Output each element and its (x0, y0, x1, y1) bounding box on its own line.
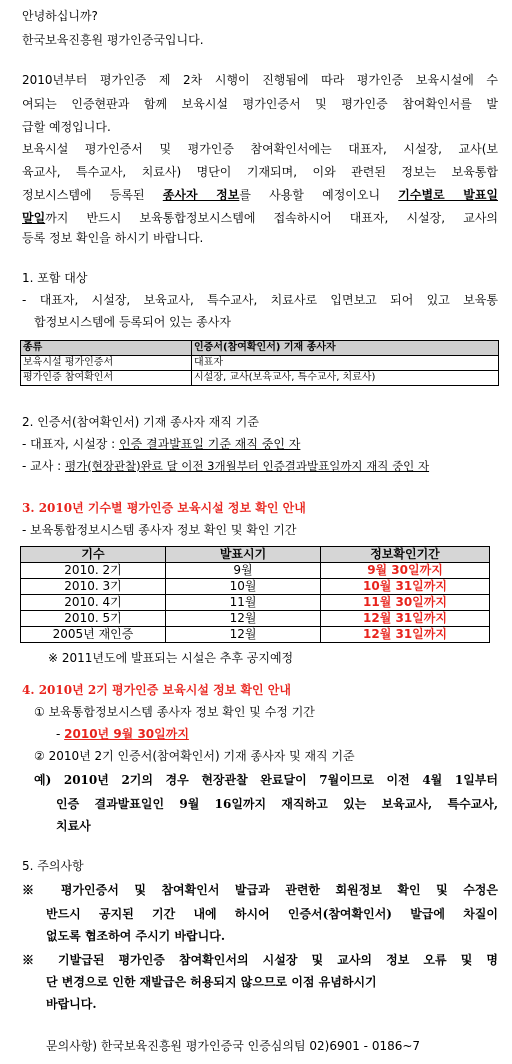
caution-text: ※ 평가인증서 및 참여확인서 발급과 관련한 회원정보 확인 및 수정은 (22, 883, 498, 897)
table-row (21, 356, 499, 371)
section-title: 3. 2010년 기수별 평가인증 보육시설 정보 확인 안내 (22, 501, 306, 515)
table-cell: 12월 (166, 627, 321, 643)
intro-paragraph-line: 급할 예정입니다. (22, 120, 111, 134)
caution-text: 없도록 협조하여 주시기 바랍니다. (46, 929, 226, 943)
target-table (20, 340, 499, 386)
table-cell: 평가인증 참여확인서 (21, 371, 192, 386)
criteria-label: - 대표자, 시설장 : (22, 437, 119, 451)
table-cell: 12월 31일까지 (321, 627, 490, 643)
table-cell: 10월 (166, 579, 321, 595)
example-text: 예) 2010년 2기의 경우 현장관찰 완료달이 7월이므로 이전 4월 1일부터 (34, 773, 498, 787)
table-cell: 12월 31일까지 (321, 611, 490, 627)
table-cell: 시설장, 교사(보육교사, 특수교사, 치료사) (192, 371, 499, 386)
table-cell: 2010. 5기 (21, 611, 166, 627)
section-title: 4. 2010년 2기 평가인증 보육시설 정보 확인 안내 (22, 683, 291, 697)
example-text: 치료사 (56, 819, 91, 833)
intro-paragraph-line: 보육시설 평가인증서 및 평가인증 참여확인서에는 대표자, 시설장, 교사(보 (22, 142, 498, 156)
section-title: 1. 포함 대상 (22, 271, 88, 285)
table-header: 종류 (21, 341, 192, 356)
section-text (22, 458, 429, 474)
table-row (21, 627, 490, 643)
table-cell: 10월 31일까지 (321, 579, 490, 595)
table-cell: 2010. 4기 (21, 595, 166, 611)
table-header: 기수 (21, 547, 166, 563)
caution-text: 반드시 공지된 기간 내에 하시어 인증서(참여확인서) 발급에 차질이 (46, 907, 498, 921)
intro-paragraph-line: 2010년부터 평가인증 제 2차 시행이 진행됨에 따라 평가인증 보육시설에 수 (22, 73, 498, 87)
deadline-emphasis: 기수별로 발표일 (398, 188, 499, 202)
intro-paragraph-line: 여되는 인증현판과 함께 보육시설 평가인증서 및 평가인증 참여확인서를 발 (22, 97, 498, 111)
intro-text: 정보시스템에 등록된 (22, 188, 163, 202)
section-text: - 보육통합정보시스템 종사자 정보 확인 및 확인 기간 (22, 523, 297, 537)
criteria-label: - 교사 : (22, 459, 66, 473)
schedule-table (20, 546, 490, 643)
intro-paragraph-line: 등록 정보 확인을 하시기 바랍니다. (22, 231, 204, 245)
section-title: 2. 인증서(참여확인서) 기재 종사자 재직 기준 (22, 415, 259, 429)
table-header-row (21, 341, 499, 356)
table-cell: 11월 (166, 595, 321, 611)
table-header: 정보확인기간 (321, 547, 490, 563)
section-item: ① 보육통합정보시스템 종사자 정보 확인 및 수정 기간 (34, 705, 315, 719)
example-text: 인증 결과발표일인 9월 16일까지 재직하고 있는 보육교사, 특수교사, (56, 797, 498, 811)
dash: - (56, 727, 65, 741)
intro-paragraph-line (22, 187, 498, 203)
table-header: 인증서(참여확인서) 기재 종사자 (192, 341, 499, 356)
criteria-value: 인증 결과발표일 기준 재직 중인 자 (119, 437, 301, 451)
table-cell: 보육시설 평가인증서 (21, 356, 192, 371)
section-text (22, 436, 300, 452)
table-row (21, 579, 490, 595)
table-cell: 2005년 재인증 (21, 627, 166, 643)
table-cell: 12월 (166, 611, 321, 627)
section-text: 합정보시스템에 등록되어 있는 종사자 (34, 315, 231, 329)
table-cell: 2010. 3기 (21, 579, 166, 595)
greeting-org-line: 한국보육진흥원 평가인증국입니다. (22, 33, 204, 47)
table-cell: 2010. 2기 (21, 563, 166, 579)
table-cell: 11월 30일까지 (321, 595, 490, 611)
caution-text: ※ 기발급된 평가인증 참여확인서의 시설장 및 교사의 정보 오류 및 명 (22, 953, 498, 967)
table-cell: 9월 30일까지 (321, 563, 490, 579)
criteria-value: 평가(현장관찰)완료 달 이전 3개월부터 인증결과발표일까지 재직 중인 자 (65, 459, 430, 473)
schedule-note: ※ 2011년도에 발표되는 시설은 추후 공지예정 (48, 651, 294, 665)
caution-text: 바랍니다. (46, 997, 97, 1011)
table-row (21, 371, 499, 386)
table-row (21, 563, 490, 579)
deadline-emphasis: 말일 (22, 211, 46, 225)
table-header-row (21, 547, 490, 563)
intro-text: 를 사용할 예정이오니 (239, 188, 399, 202)
table-row (21, 611, 490, 627)
greeting-line: 안녕하십니까? (22, 9, 98, 23)
section-text: - 대표자, 시설장, 보육교사, 특수교사, 치료사로 입면보고 되어 있고 보육통 (22, 293, 498, 307)
intro-paragraph-line (22, 210, 498, 226)
section-item: ② 2010년 2기 인증서(참여확인서) 기재 종사자 및 재직 기준 (34, 749, 355, 763)
table-cell: 대표자 (192, 356, 499, 371)
staff-info-emphasis: 종사자 정보 (162, 188, 240, 202)
section-title: 5. 주의사항 (22, 859, 84, 873)
contact-info: 문의사항) 한국보육진흥원 평가인증국 인증심의팀 02)6901 - 0186~7 (46, 1039, 421, 1053)
table-cell: 9월 (166, 563, 321, 579)
table-header: 발표시기 (166, 547, 321, 563)
intro-text: 까지 반드시 보육통합정보시스템에 접속하시어 대표자, 시설장, 교사의 (45, 211, 498, 225)
table-row (21, 595, 490, 611)
deadline-date: 2010년 9월 30일까지 (64, 727, 189, 741)
intro-paragraph-line: 육교사, 특수교사, 치료사) 명단이 기재되며, 이와 관련된 정보는 보육통합 (22, 165, 498, 179)
caution-text: 단 변경으로 인한 재발급은 허용되지 않으므로 이점 유념하시기 (46, 975, 377, 989)
section-item (56, 726, 189, 742)
